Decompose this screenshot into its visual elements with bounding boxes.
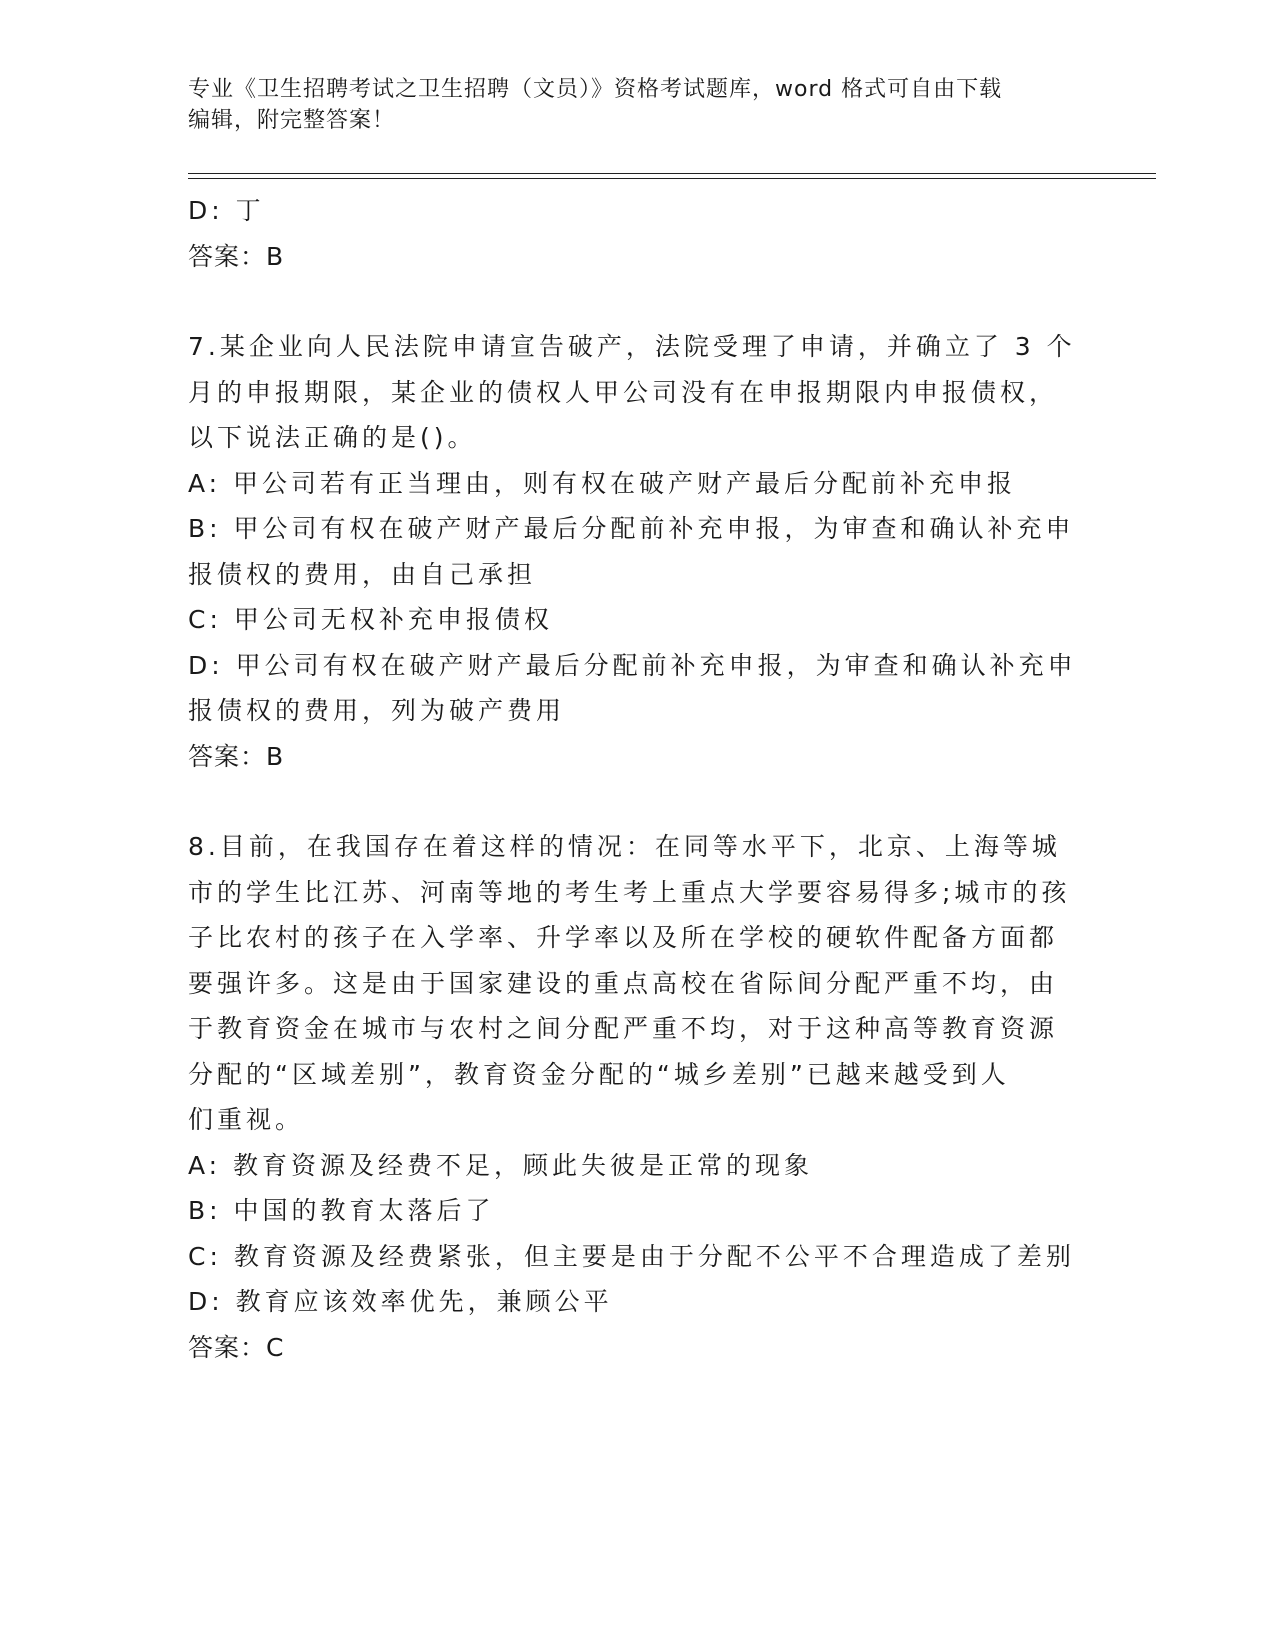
q7-option-d-cont: 报债权的费用，列为破产费用 xyxy=(188,696,566,725)
q8-option-c: C: 教育资源及经费紧张，但主要是由于分配不公平不合理造成了差别 xyxy=(188,1241,1075,1271)
q8-stem-line: 子比农村的孩子在入学率、升学率以及所在学校的硬软件配备方面都 xyxy=(188,923,1059,952)
q7-option-d: D: 甲公司有权在破产财产最后分配前补充申报，为审查和确认补充申 xyxy=(188,650,1077,680)
question-7 xyxy=(188,324,1088,779)
q7-option-b: B: 甲公司有权在破产财产最后分配前补充申报，为审查和确认补充申 xyxy=(188,514,1075,543)
question-8 xyxy=(188,824,1088,1370)
q8-stem-line: 分配的“区域差别”，教育资金分配的“城乡差别”已越来越受到人 xyxy=(188,1059,1010,1089)
q7-option-c: C: 甲公司无权补充申报债权 xyxy=(188,605,553,634)
q8-stem-line: 市的学生比江苏、河南等地的考生考上重点大学要容易得多;城市的孩 xyxy=(188,877,1071,907)
q7-option-a: A: 甲公司若有正当理由，则有权在破产财产最后分配前补充申报 xyxy=(188,468,1017,498)
header-line-2: 编辑，附完整答案！ xyxy=(188,108,396,133)
q8-answer: 答案：C xyxy=(188,1332,285,1362)
q7-stem-line: 以下说法正确的是()。 xyxy=(188,423,477,452)
q8-stem-line: 于教育资金在城市与农村之间分配严重不均，对于这种高等教育资源 xyxy=(188,1014,1059,1043)
q8-stem-line: 8.目前，在我国存在着这样的情况：在同等水平下，北京、上海等城 xyxy=(188,832,1061,861)
q8-option-d: D: 教育应该效率优先，兼顾公平 xyxy=(188,1287,613,1316)
prev-option-d: D: 丁 xyxy=(188,196,265,225)
q7-option-b-cont: 报债权的费用，由自己承担 xyxy=(188,559,537,589)
spacer xyxy=(188,779,1088,824)
header-rule-bottom xyxy=(188,178,1156,179)
q7-stem-line: 月的申报期限，某企业的债权人甲公司没有在申报期限内申报债权， xyxy=(188,377,1059,407)
document-header xyxy=(188,74,1088,136)
q8-option-a: A: 教育资源及经费不足，顾此失彼是正常的现象 xyxy=(188,1150,814,1180)
previous-question-tail xyxy=(188,188,1088,279)
q8-stem-line: 们重视。 xyxy=(188,1105,305,1134)
header-line-1: 专业《卫生招聘考试之卫生招聘（文员）》资格考试题库，word 格式可自由下载 xyxy=(188,77,1003,102)
q7-answer: 答案：B xyxy=(188,741,285,771)
q8-stem-line: 要强许多。这是由于国家建设的重点高校在省际间分配严重不均，由 xyxy=(188,968,1059,998)
q7-stem-line: 7.某企业向人民法院申请宣告破产，法院受理了申请，并确立了 3 个 xyxy=(188,332,1076,361)
q8-option-b: B: 中国的教育太落后了 xyxy=(188,1196,495,1225)
document-body xyxy=(188,188,1088,1370)
header-rule-top xyxy=(188,173,1156,174)
prev-answer: 答案：B xyxy=(188,241,285,271)
spacer xyxy=(188,279,1088,324)
